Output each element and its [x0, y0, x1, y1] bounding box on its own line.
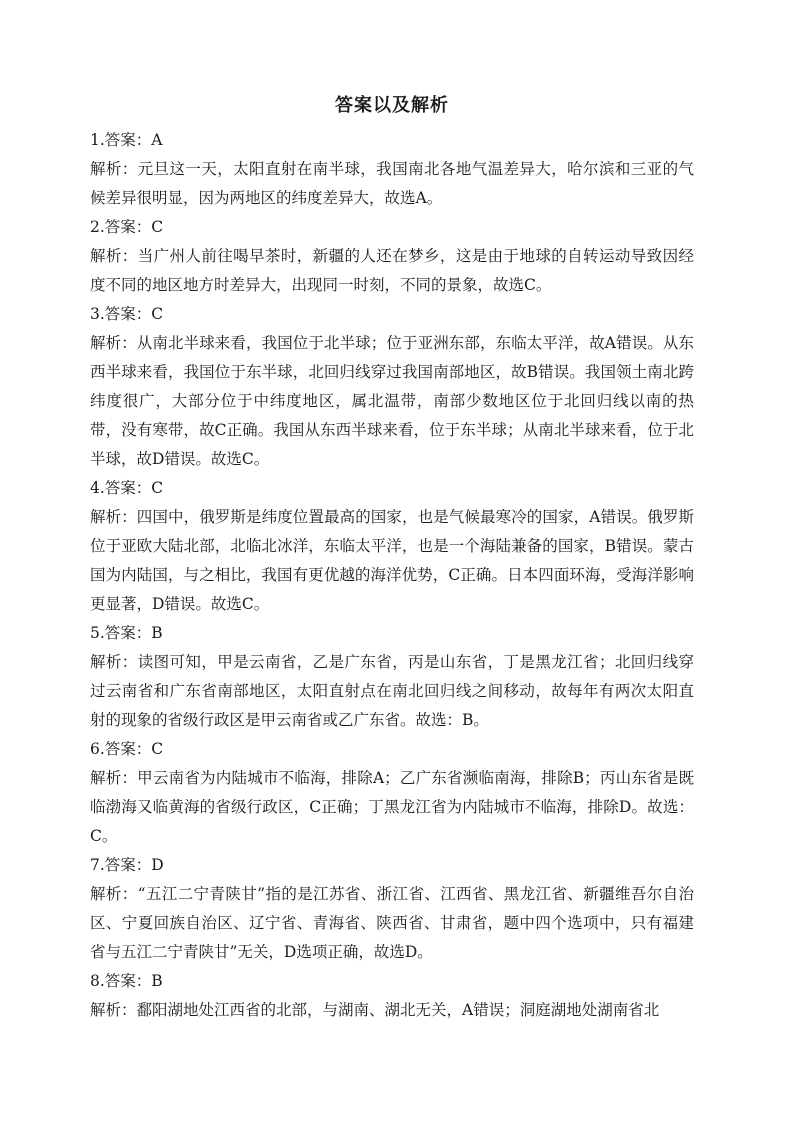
analysis-text: 解析：“五江二宁青陕甘”指的是江苏省、浙江省、江西省、黑龙江省、新疆维吾尔自治区、宁夏回族自治区、辽宁省、青海省、陕西省、甘肃省，题中四个选项中，只有福建省与五江二宁青陕甘”无关，D选项正确，故选D。	[90, 885, 694, 961]
answer-line: 1.答案：A	[90, 131, 163, 149]
question-item-5	[90, 619, 694, 735]
answer-line: 8.答案：B	[90, 972, 163, 990]
question-item-6	[90, 735, 694, 851]
answer-line: 5.答案：B	[90, 624, 163, 642]
question-item-3	[90, 300, 694, 474]
question-item-2	[90, 213, 694, 300]
analysis-text: 解析：元旦这一天，太阳直射在南半球，我国南北各地气温差异大，哈尔滨和三亚的气候差异很明显，因为两地区的纬度差异大，故选A。	[90, 160, 694, 207]
analysis-text: 解析：读图可知，甲是云南省，乙是广东省，丙是山东省，丁是黑龙江省；北回归线穿过云南省和广东省南部地区，太阳直射点在南北回归线之间移动，故每年有两次太阳直射的现象的省级行政区是甲云南省或乙广东省。故选：B。	[90, 653, 694, 729]
page-title: 答案以及解析	[335, 95, 449, 116]
answer-line: 6.答案：C	[90, 740, 164, 758]
analysis-text: 解析：当广州人前往喝早茶时，新疆的人还在梦乡，这是由于地球的自转运动导致因经度不同的地区地方时差异大，出现同一时刻，不同的景象，故选C。	[90, 247, 694, 294]
answer-line: 3.答案：C	[90, 305, 164, 323]
question-item-8	[90, 967, 694, 1025]
answer-line: 7.答案：D	[90, 856, 164, 874]
analysis-text: 解析：鄱阳湖地处江西省的北部，与湖南、湖北无关，A错误；洞庭湖地处湖南省北	[90, 1001, 660, 1019]
analysis-text: 解析：四国中，俄罗斯是纬度位置最高的国家，也是气候最寒冷的国家，A错误。俄罗斯位于亚欧大陆北部，北临北冰洋，东临太平洋，也是一个海陆兼备的国家，B错误。蒙古国为内陆国，与之相比，我国有更优越的海洋优势，C正确。日本四面环海，受海洋影响更显著，D错误。故选C。	[90, 508, 694, 613]
question-item-4	[90, 474, 694, 619]
analysis-text: 解析：甲云南省为内陆城市不临海，排除A；乙广东省濒临南海，排除B；丙山东省是既临渤海又临黄海的省级行政区，C正确；丁黑龙江省为内陆城市不临海，排除D。故选：C。	[90, 769, 694, 845]
question-item-7	[90, 851, 694, 967]
answer-line: 4.答案：C	[90, 479, 164, 497]
question-item-1	[90, 126, 694, 213]
analysis-text: 解析：从南北半球来看，我国位于北半球；位于亚洲东部，东临太平洋，故A错误。从东西半球来看，我国位于东半球，北回归线穿过我国南部地区，故B错误。我国领土南北跨纬度很广，大部分位于中纬度地区，属北温带，南部少数地区位于北回归线以南的热带，没有寒带，故C正确。我国从东西半球来看，位于东半球；从南北半球来看，位于北半球，故D错误。故选C。	[90, 334, 694, 468]
answer-line: 2.答案：C	[90, 218, 164, 236]
